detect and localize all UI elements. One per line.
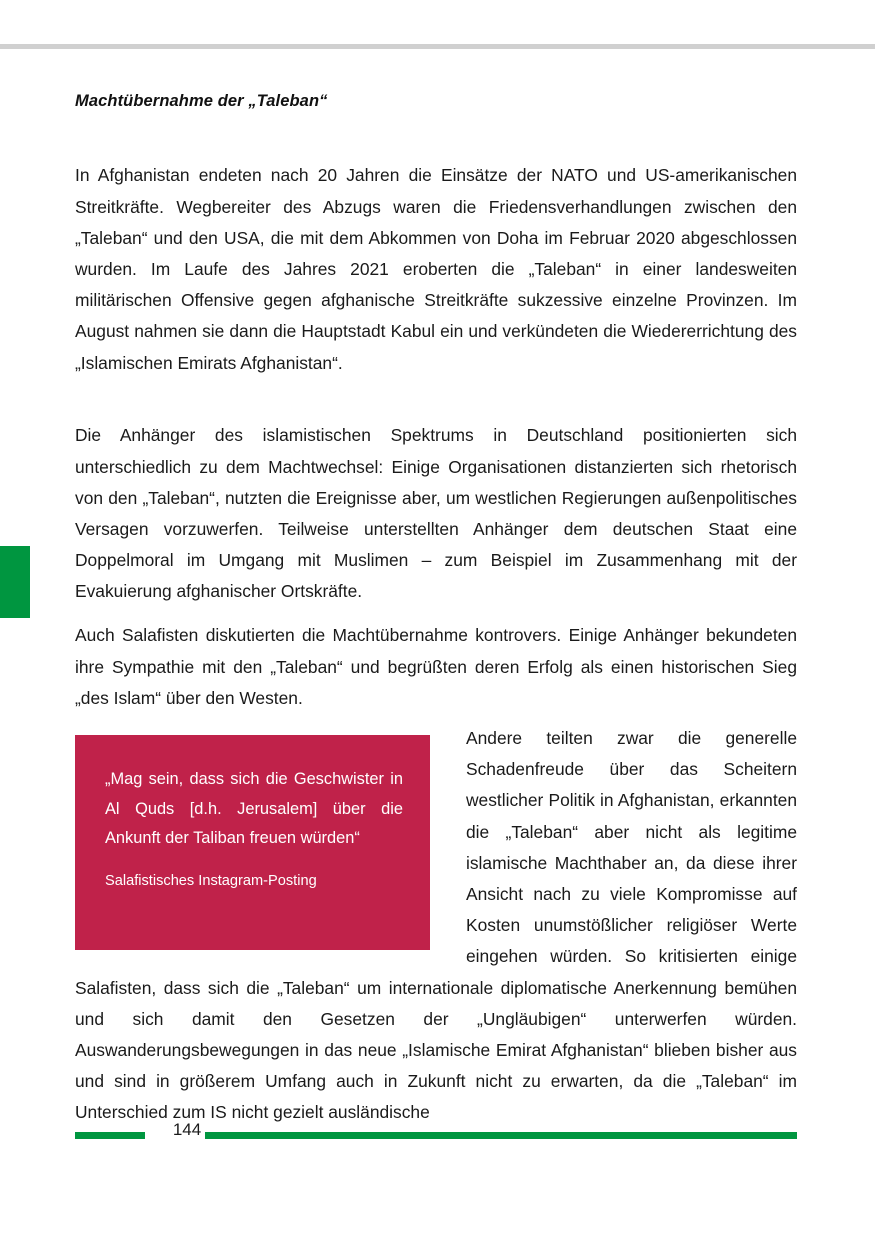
page-footer	[75, 1120, 797, 1142]
body-paragraph: Auch Salafisten diskutierten die Machtübernahme kontrovers. Einige Anhänger bekundeten ihre Sympathie mit den „Taleban“ und begrüßten deren Erfolg als einen historischen Sieg „des Islam“ über den Westen.	[75, 625, 797, 708]
body-paragraph: In Afghanistan endeten nach 20 Jahren die Einsätze der NATO und US-amerikanischen Streitkräfte. Wegbereiter des Abzugs waren die Friedensverhandlungen zwischen den „Taleban“ und den USA, die mit dem Abkommen von Doha im Februar 2020 abgeschlossen wurden. Im Laufe des Jahres 2021 eroberten die „Taleban“ in einer landesweiten militärischen Offensive gegen afghanische Streitkräfte sukzessive einzelne Provinzen. Im August nahmen sie dann die Hauptstadt Kabul ein und verkündeten die Wiedererrichtung des „Islamischen Emirats Afghanistan“.	[75, 165, 797, 373]
body-paragraph: Die Anhänger des islamistischen Spektrums in Deutschland positionierten sich unterschiedlich zu dem Machtwechsel: Einige Organisationen distanzierten sich rhetorisch von den „Taleban“, nutzten die Ereignisse aber, um westlichen Regierungen außenpolitisches Versagen vorzuwerfen. Teilweise unterstellten Anhänger dem deutschen Staat eine Doppelmoral im Umgang mit Muslimen – zum Beispiel im Zusammenhang mit der Evakuierung afghanischer Ortskräfte.	[75, 425, 797, 602]
footer-rule-right	[205, 1132, 797, 1139]
chapter-edge-marker	[0, 546, 30, 618]
page-content	[75, 0, 797, 1241]
pull-quote-source: Salafistisches Instagram-Posting	[105, 872, 317, 889]
pull-quote-text: „Mag sein, dass sich die Geschwister in Al Quds [d.h. Jerusalem] über die Ankunft der Taliban freuen würden“	[105, 770, 403, 847]
pull-quote-box	[75, 735, 430, 950]
quote-and-text-section	[75, 723, 797, 1129]
page-number: 144	[172, 1120, 202, 1139]
body-paragraph-wrapped: Andere teilten zwar die generelle Schadenfreude über das Scheitern westlicher Politik in Afghanistan, erkannten die „Taleban“ aber nicht als legitime islamische Machthaber an, da diese ihrer Ansicht nach zu viele Kompromisse auf Kosten unumstößlicher religiöser Werte eingehen würden. So kritisierten einige Salafisten, dass sich die „Taleban“ um internationale diplomatische Anerkennung bemühen und sich damit den Gesetzen der „Ungläubigen“ unterwerfen würden. Auswanderungsbewegungen in das neue „Islamische Emirat Afghanistan“ blieben bisher aus und sind in größerem Umfang auch in Zukunft nicht zu erwarten, da die „Taleban“ im Unterschied zum IS nicht gezielt ausländische	[75, 728, 797, 1123]
page-title: Machtübernahme der „Taleban“	[75, 92, 328, 110]
footer-rule-left	[75, 1132, 145, 1139]
